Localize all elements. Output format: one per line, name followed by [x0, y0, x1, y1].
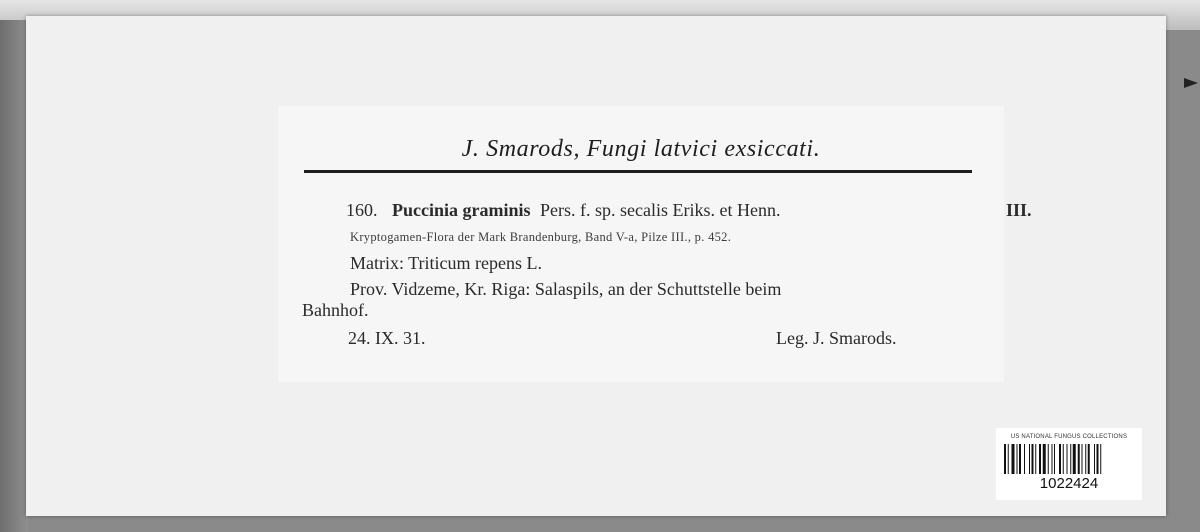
- reference-line: Kryptogamen-Flora der Mark Brandenburg, Band V-a, Pilze III., p. 452.: [350, 230, 732, 244]
- barcode-header: US NATIONAL FUNGUS COLLECTIONS: [1010, 434, 1128, 440]
- barcode-bars: [1004, 444, 1134, 474]
- locality-line-2: Bahnhof.: [302, 300, 369, 320]
- title-rule: [304, 170, 972, 173]
- specimen-label: [278, 106, 1032, 382]
- left-edge: [0, 20, 28, 532]
- barcode-number: 1022424: [1039, 475, 1099, 492]
- species-name: Puccinia graminis: [392, 200, 531, 220]
- edge-mark-icon: [1182, 76, 1200, 90]
- barcode-label: [996, 428, 1142, 500]
- date-collector-line: [348, 328, 897, 349]
- locality-line-1: Prov. Vidzeme, Kr. Riga: Salaspils, an der Schuttstelle beim: [350, 279, 782, 299]
- collector: Leg. J. Smarods.: [776, 328, 897, 348]
- specimen-number: 160.: [346, 200, 378, 220]
- species-authority: Pers. f. sp. secalis Eriks. et Henn.: [540, 200, 781, 220]
- collection-date: 24. IX. 31.: [348, 328, 426, 348]
- label-title: J. Smarods, Fungi latvici exsiccati.: [461, 136, 821, 162]
- stage-label: III.: [1006, 200, 1032, 220]
- species-line: [346, 200, 1032, 221]
- matrix-line: Matrix: Triticum repens L.: [350, 253, 542, 273]
